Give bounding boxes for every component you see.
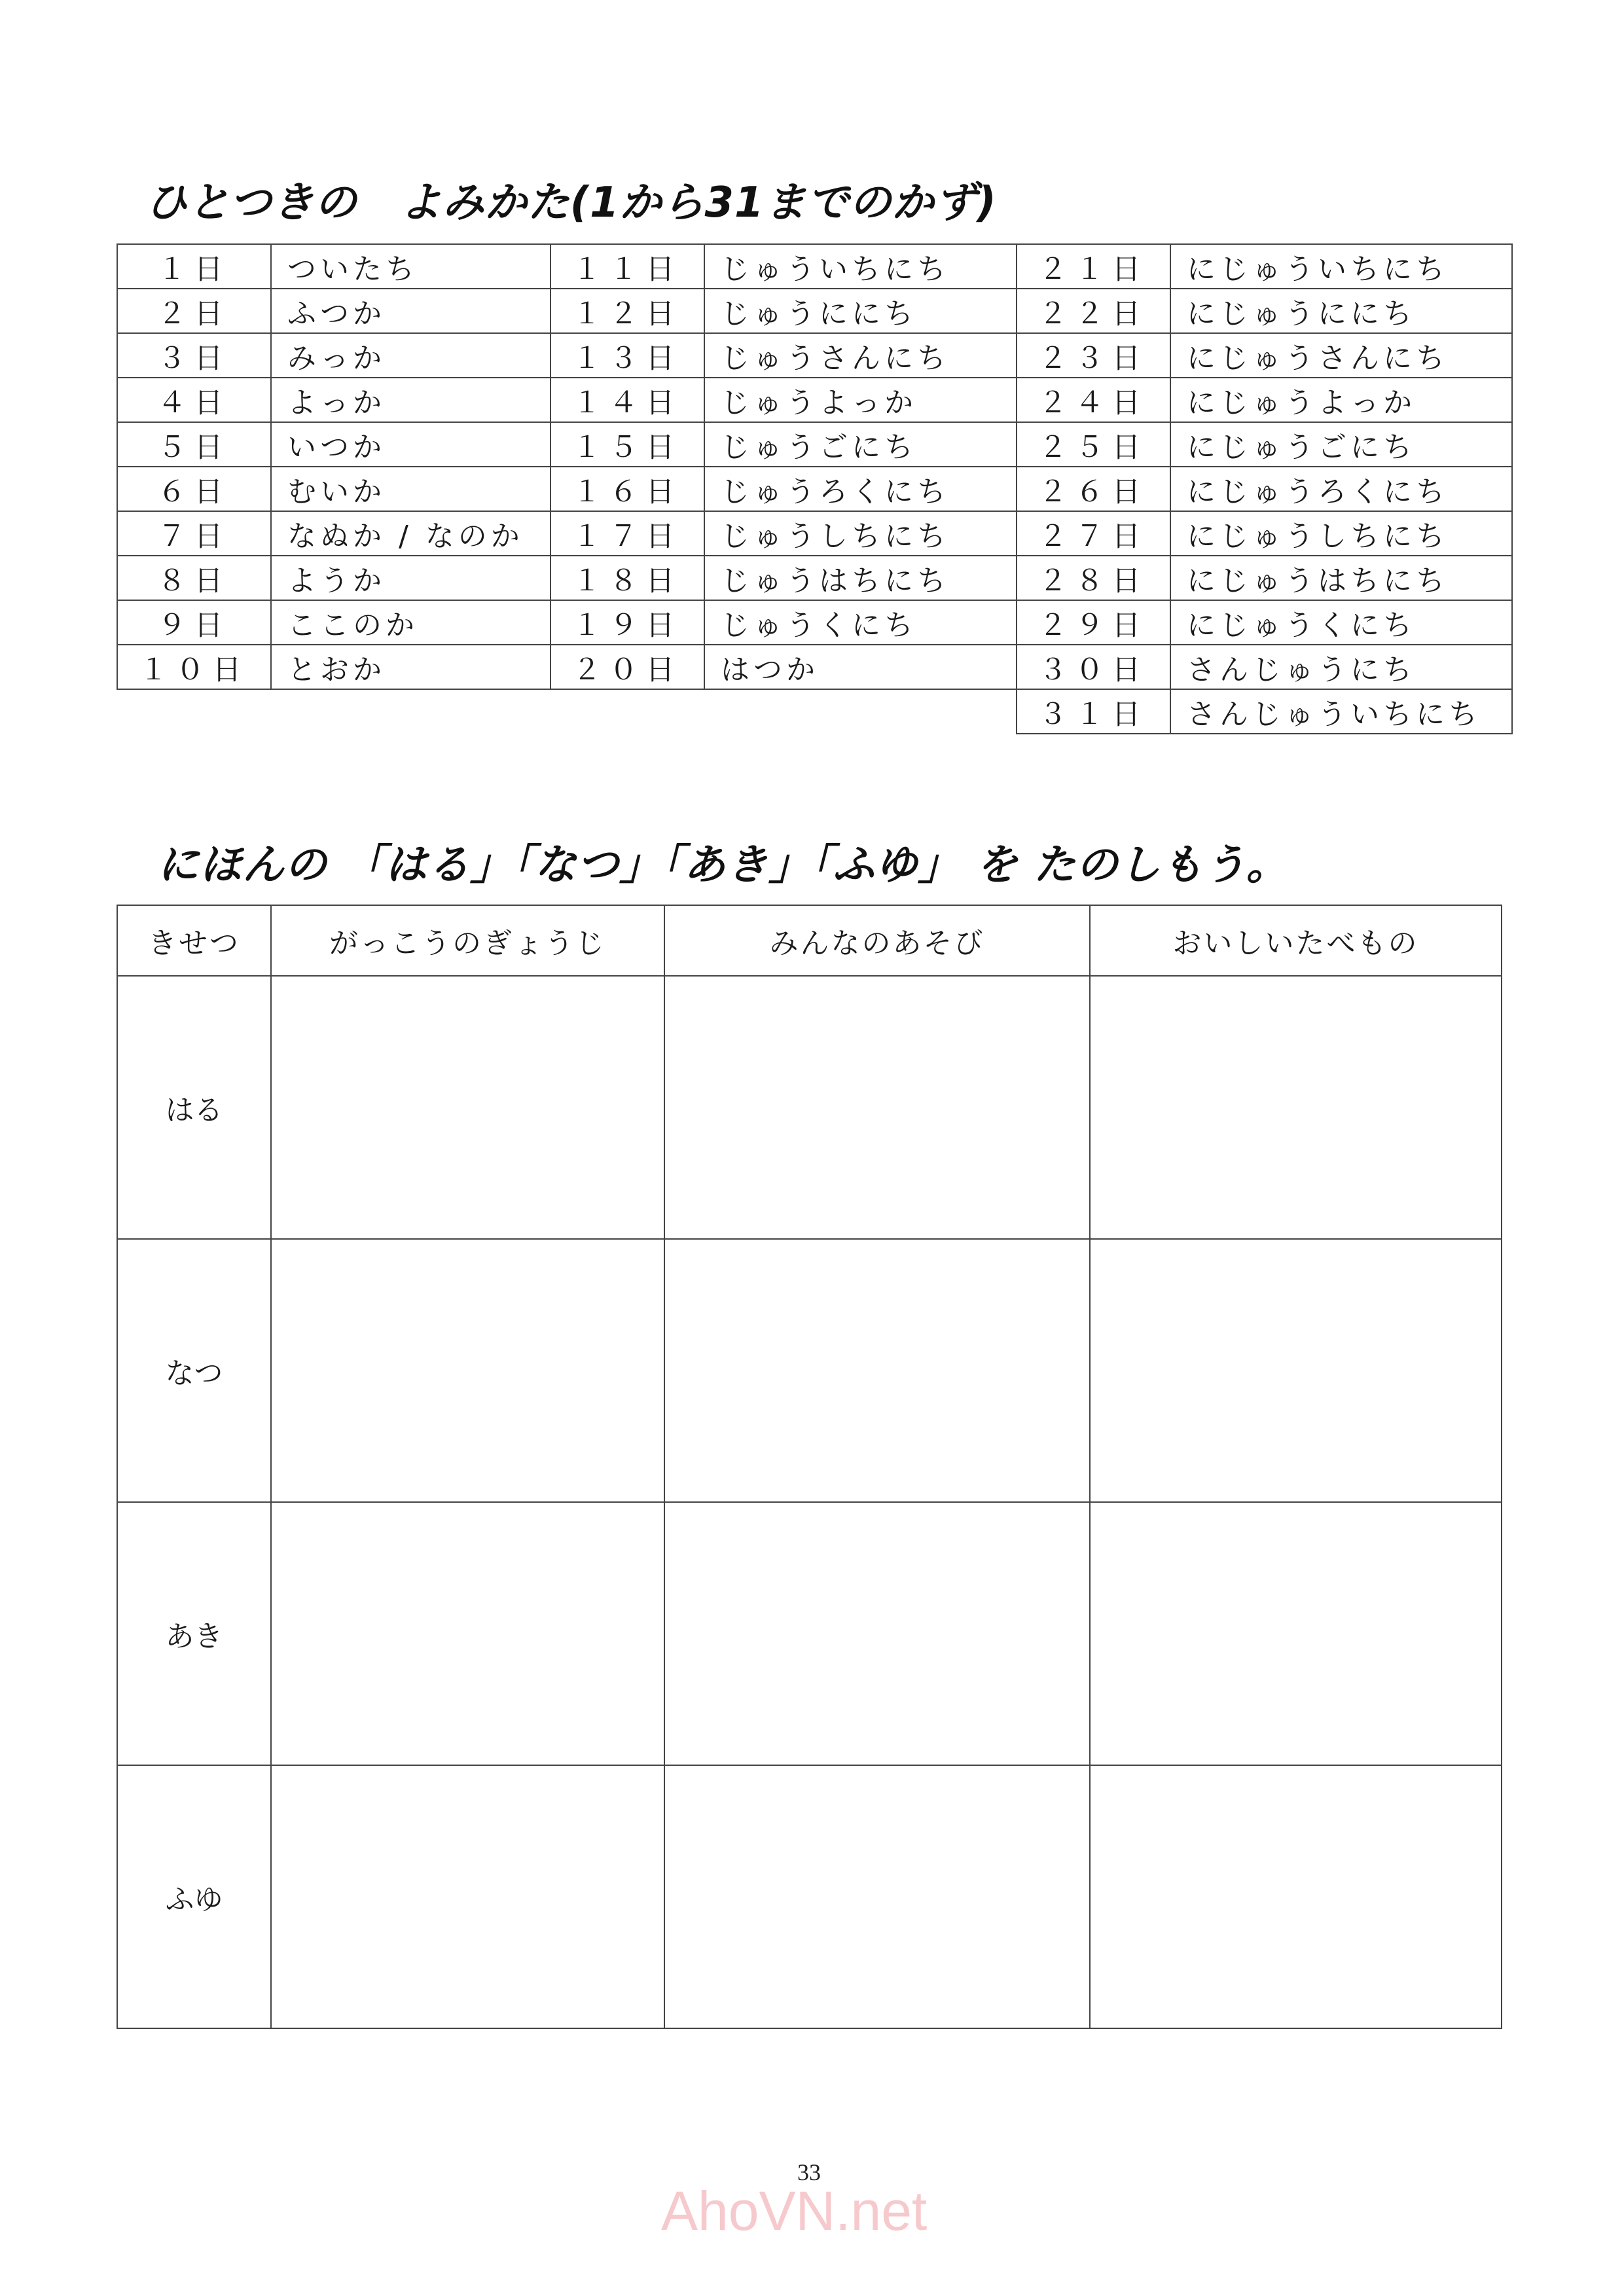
column-header-games: みんなのあそび [664,905,1090,976]
page-number: 33 [797,2159,821,2185]
column-header-season: きせつ [117,905,271,976]
table-row [117,422,1512,467]
table-row [117,1502,1502,1765]
date-reading: じゅうろくにち [704,467,1017,511]
date-reading: よっか [271,378,550,422]
table-row [117,645,1512,689]
write-in-cell [1090,1765,1502,2028]
date-number: ２７日 [1017,511,1170,556]
write-in-cell [271,1765,664,2028]
date-number: ２４日 [1017,378,1170,422]
date-reading: ふつか [271,289,550,333]
date-reading: にじゅうろくにち [1170,467,1512,511]
table-row [117,511,1512,556]
date-reading: じゅうごにち [704,422,1017,467]
table-row [117,378,1512,422]
date-reading: じゅうはちにち [704,556,1017,600]
date-number: ９日 [117,600,271,645]
date-reading: にじゅうはちにち [1170,556,1512,600]
date-reading: みっか [271,333,550,378]
write-in-cell [664,976,1090,1239]
season-label: あき [117,1502,271,1765]
date-reading: にじゅうごにち [1170,422,1512,467]
date-reading: さんじゅうにち [1170,645,1512,689]
write-in-cell [1090,1239,1502,1502]
date-number: １１日 [550,244,704,289]
date-reading: さんじゅういちにち [1170,689,1512,734]
column-header-foods: おいしいたべもの [1090,905,1502,976]
date-number: ３０日 [1017,645,1170,689]
date-number: ２３日 [1017,333,1170,378]
date-number: １０日 [117,645,271,689]
table-header-row [117,905,1502,976]
date-number: １４日 [550,378,704,422]
date-reading: じゅうににち [704,289,1017,333]
table-row [117,289,1512,333]
dates-section-title: ひとつきの よみかた(1から31までのかず) [145,179,997,227]
write-in-cell [271,1239,664,1502]
date-number: ３日 [117,333,271,378]
table-row [117,600,1512,645]
seasons-section-title: にほんの 「はる」「なつ」「あき」「ふゆ」 を たのしもう。 [157,841,1289,889]
table-row [117,467,1512,511]
date-reading: なぬか / なのか [271,511,550,556]
date-number: ２日 [117,289,271,333]
date-reading: じゅういちにち [704,244,1017,289]
column-header-school-events: がっこうのぎょうじ [271,905,664,976]
write-in-cell [664,1502,1090,1765]
date-number: ２９日 [1017,600,1170,645]
season-label: はる [117,976,271,1239]
date-reading: ここのか [271,600,550,645]
date-number: ２１日 [1017,244,1170,289]
write-in-cell [664,1765,1090,2028]
date-number: ３１日 [1017,689,1170,734]
date-reading: いつか [271,422,550,467]
date-number: １６日 [550,467,704,511]
table-row [117,333,1512,378]
date-reading: にじゅうににち [1170,289,1512,333]
date-reading: にじゅうくにち [1170,600,1512,645]
date-reading: にじゅうよっか [1170,378,1512,422]
date-number: ２６日 [1017,467,1170,511]
date-reading: じゅうよっか [704,378,1017,422]
date-number: ６日 [117,467,271,511]
date-number: ７日 [117,511,271,556]
date-reading: じゅうさんにち [704,333,1017,378]
date-reading: とおか [271,645,550,689]
date-reading: にじゅうしちにち [1170,511,1512,556]
date-reading: にじゅうさんにち [1170,333,1512,378]
table-row [117,244,1512,289]
date-number: ２２日 [1017,289,1170,333]
seasons-table [117,905,1502,2029]
date-number: ４日 [117,378,271,422]
date-number: １９日 [550,600,704,645]
table-row [117,556,1512,600]
date-reading: じゅうくにち [704,600,1017,645]
write-in-cell [1090,976,1502,1239]
write-in-cell [271,976,664,1239]
date-number: １８日 [550,556,704,600]
date-reading: ついたち [271,244,550,289]
date-number: ２８日 [1017,556,1170,600]
date-number: １２日 [550,289,704,333]
write-in-cell [1090,1502,1502,1765]
write-in-cell [271,1502,664,1765]
date-reading: じゅうしちにち [704,511,1017,556]
date-number: １５日 [550,422,704,467]
date-number: ２０日 [550,645,704,689]
dates-table [117,243,1513,734]
table-row [117,976,1502,1239]
table-row [117,1765,1502,2028]
season-label: ふゆ [117,1765,271,2028]
date-number: １３日 [550,333,704,378]
date-number: １７日 [550,511,704,556]
write-in-cell [664,1239,1090,1502]
table-row [117,1239,1502,1502]
date-reading: むいか [271,467,550,511]
date-number: ２５日 [1017,422,1170,467]
date-number: ５日 [117,422,271,467]
date-number: ８日 [117,556,271,600]
watermark: AhoVN.net [661,2180,928,2242]
date-reading: はつか [704,645,1017,689]
table-row [117,689,1512,734]
date-number: １日 [117,244,271,289]
season-label: なつ [117,1239,271,1502]
date-reading: ようか [271,556,550,600]
date-reading: にじゅういちにち [1170,244,1512,289]
empty-cell [117,689,1017,734]
